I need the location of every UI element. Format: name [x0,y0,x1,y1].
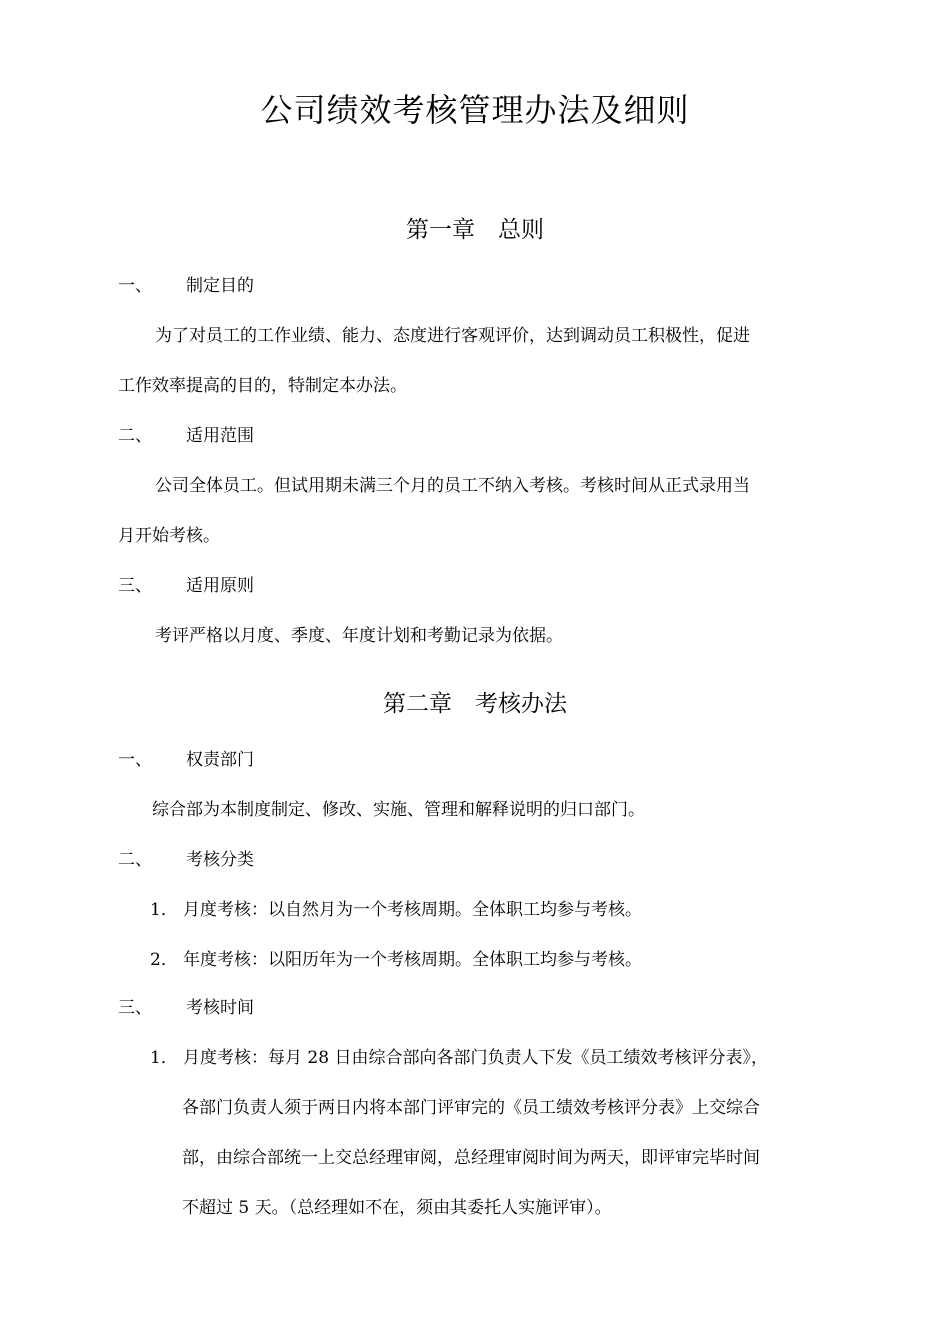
section-title: 考核分类 [186,850,254,870]
section-number: 一、 [118,750,152,770]
chapter-heading: 第二章 考核办法 [383,691,567,717]
list-item-number: 1． [150,1048,178,1068]
section-number: 三、 [118,998,152,1018]
list-item: 年度考核：以阳历年为一个考核周期。全体职工均参与考核。 [183,950,642,970]
list-item-continuation: 各部门负责人须于两日内将本部门评审完的《员工绩效考核评分表》上交综合 [182,1098,760,1118]
paragraph-line: 为了对员工的工作业绩、能力、态度进行客观评价，达到调动员工积极性，促进 [155,326,750,346]
paragraph-line: 月开始考核。 [118,526,220,546]
section-title: 适用范围 [186,426,254,446]
section-title: 制定目的 [186,276,254,296]
section-title: 适用原则 [186,576,254,596]
list-item: 月度考核：每月 28 日由综合部向各部门负责人下发《员工绩效考核评分表》， [183,1048,768,1068]
paragraph-line: 综合部为本制度制定、修改、实施、管理和解释说明的归口部门。 [152,800,645,820]
chapter-heading: 第一章 总则 [406,217,544,243]
section-title: 权责部门 [186,750,254,770]
paragraph-line: 公司全体员工。但试用期未满三个月的员工不纳入考核。考核时间从正式录用当 [155,476,750,496]
section-number: 三、 [118,576,152,596]
paragraph-line: 工作效率提高的目的，特制定本办法。 [118,376,407,396]
section-number: 一、 [118,276,152,296]
list-item-number: 2． [150,950,178,970]
list-item-number: 1． [150,900,178,920]
list-item-continuation: 部，由综合部统一上交总经理审阅，总经理审阅时间为两天，即评审完毕时间 [182,1148,760,1168]
section-number: 二、 [118,426,152,446]
paragraph-line: 考评严格以月度、季度、年度计划和考勤记录为依据。 [155,626,563,646]
document-title: 公司绩效考核管理办法及细则 [260,91,690,129]
list-item: 月度考核：以自然月为一个考核周期。全体职工均参与考核。 [183,900,642,920]
section-title: 考核时间 [186,998,254,1018]
section-number: 二、 [118,850,152,870]
list-item-continuation: 不超过 5 天。（总经理如不在，须由其委托人实施评审）。 [182,1198,612,1218]
